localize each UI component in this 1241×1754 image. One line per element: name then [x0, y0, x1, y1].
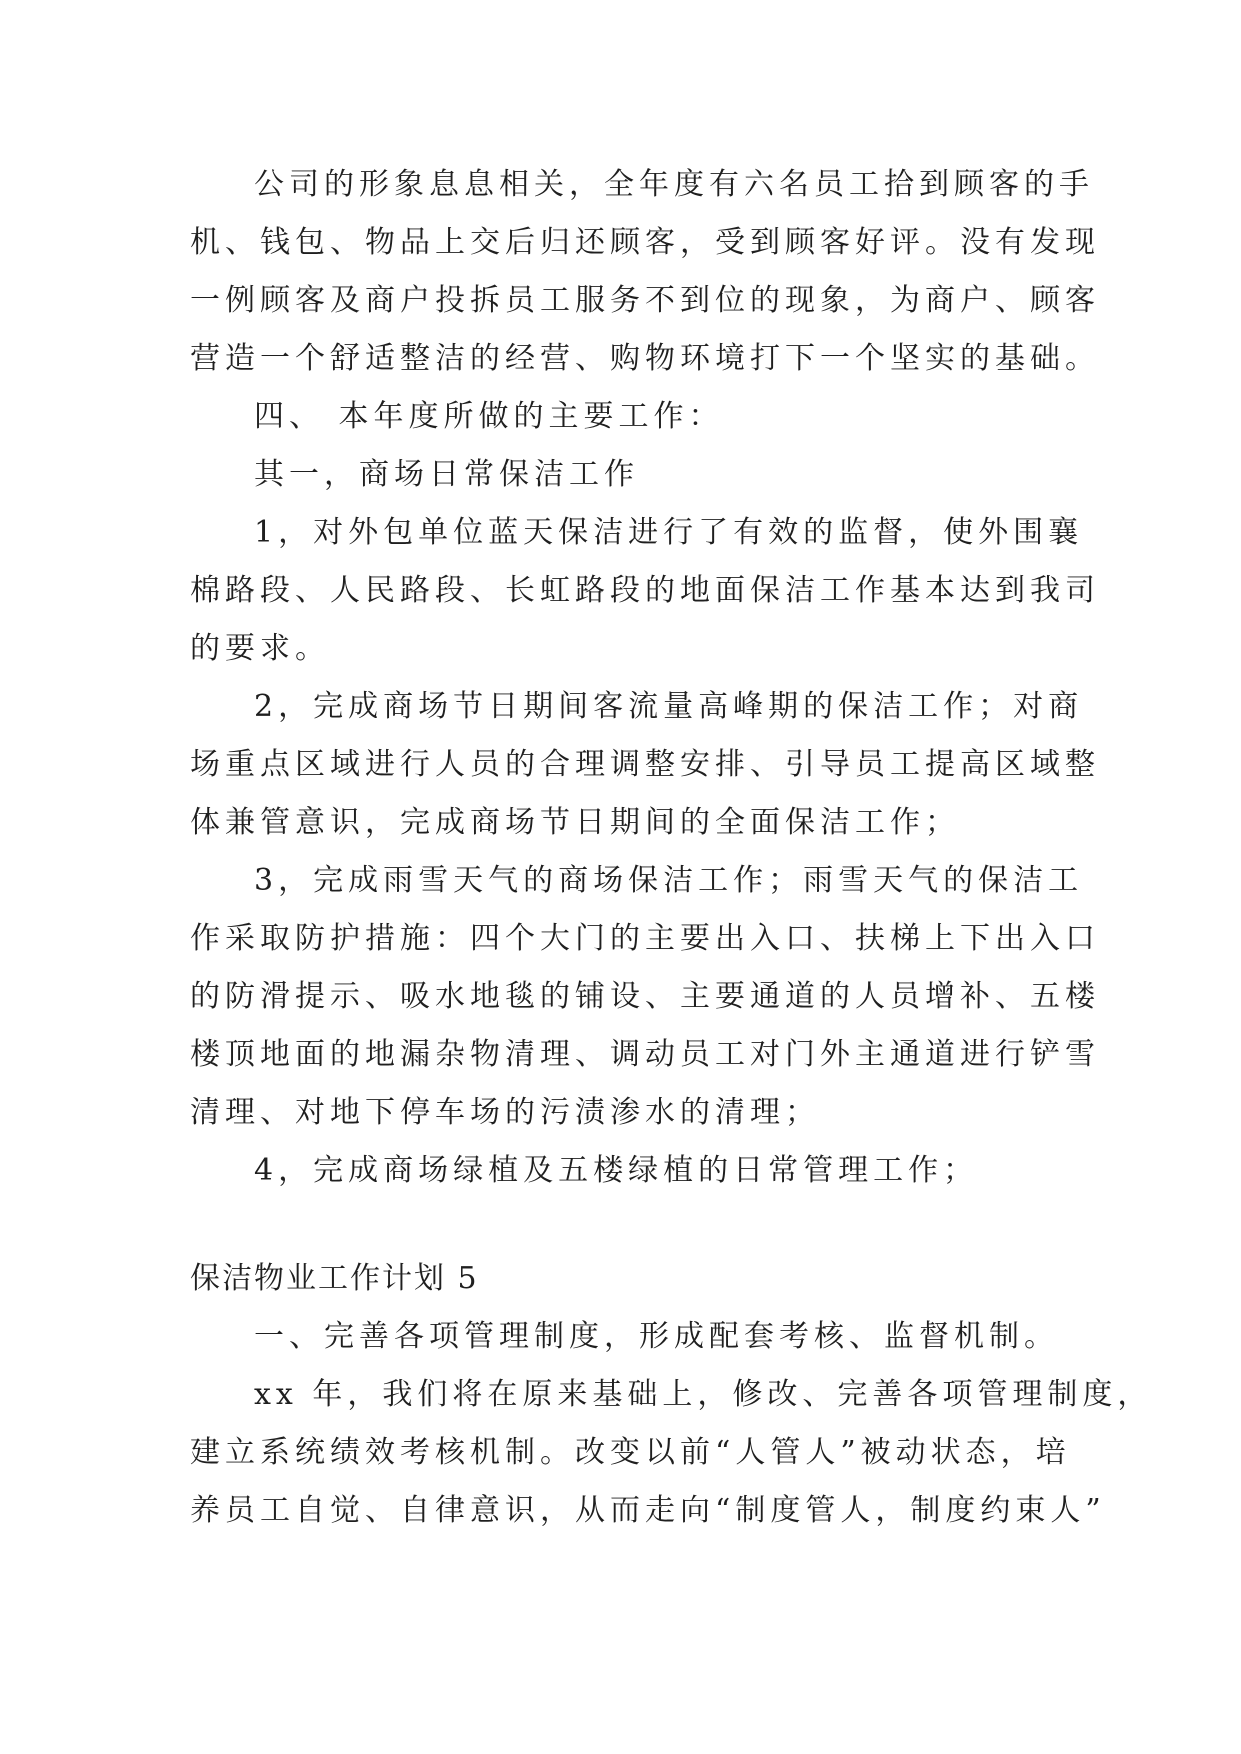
section-heading: 四、 本年度所做的主要工作： [254, 399, 724, 434]
paragraph-line: 1，对外包单位蓝天保洁进行了有效的监督，使外围襄 [254, 515, 1084, 550]
paragraph-line: 楼顶地面的地漏杂物清理、调动员工对门外主通道进行铲雪 [190, 1037, 1100, 1072]
paragraph-line: 体兼管意识，完成商场节日期间的全面保洁工作； [190, 805, 960, 840]
paragraph-line: 营造一个舒适整洁的经营、购物环境打下一个坚实的基础。 [190, 341, 1100, 376]
document-title: 保洁物业工作计划 5 [190, 1261, 479, 1296]
paragraph-line: 一例顾客及商户投拆员工服务不到位的现象，为商户、顾客 [190, 283, 1100, 318]
paragraph-line: 场重点区域进行人员的合理调整安排、引导员工提高区域整 [190, 747, 1100, 782]
paragraph-line: xx 年，我们将在原来基础上，修改、完善各项管理制度， [254, 1377, 1153, 1412]
paragraph-line: 建立系统绩效考核机制。改变以前“人管人”被动状态，培 [190, 1435, 1071, 1470]
paragraph-line: 棉路段、人民路段、长虹路段的地面保洁工作基本达到我司 [190, 573, 1100, 608]
paragraph-line: 公司的形象息息相关，全年度有六名员工拾到顾客的手 [254, 167, 1094, 202]
subsection-heading: 其一，商场日常保洁工作 [254, 457, 639, 492]
paragraph-line: 4，完成商场绿植及五楼绿植的日常管理工作； [254, 1153, 979, 1188]
paragraph-line: 养员工自觉、自律意识，从而走向“制度管人，制度约束人” [190, 1493, 1106, 1528]
paragraph-line: 的防滑提示、吸水地毯的铺设、主要通道的人员增补、五楼 [190, 979, 1100, 1014]
paragraph-line: 3，完成雨雪天气的商场保洁工作；雨雪天气的保洁工 [254, 863, 1084, 898]
paragraph-line: 作采取防护措施：四个大门的主要出入口、扶梯上下出入口 [190, 921, 1100, 956]
section-heading: 一、完善各项管理制度，形成配套考核、监督机制。 [254, 1319, 1059, 1354]
paragraph-line: 的要求。 [190, 631, 330, 666]
paragraph-line: 2，完成商场节日期间客流量高峰期的保洁工作；对商 [254, 689, 1084, 724]
paragraph-line: 机、钱包、物品上交后归还顾客，受到顾客好评。没有发现 [190, 225, 1100, 260]
paragraph-line: 清理、对地下停车场的污渍渗水的清理； [190, 1095, 820, 1130]
